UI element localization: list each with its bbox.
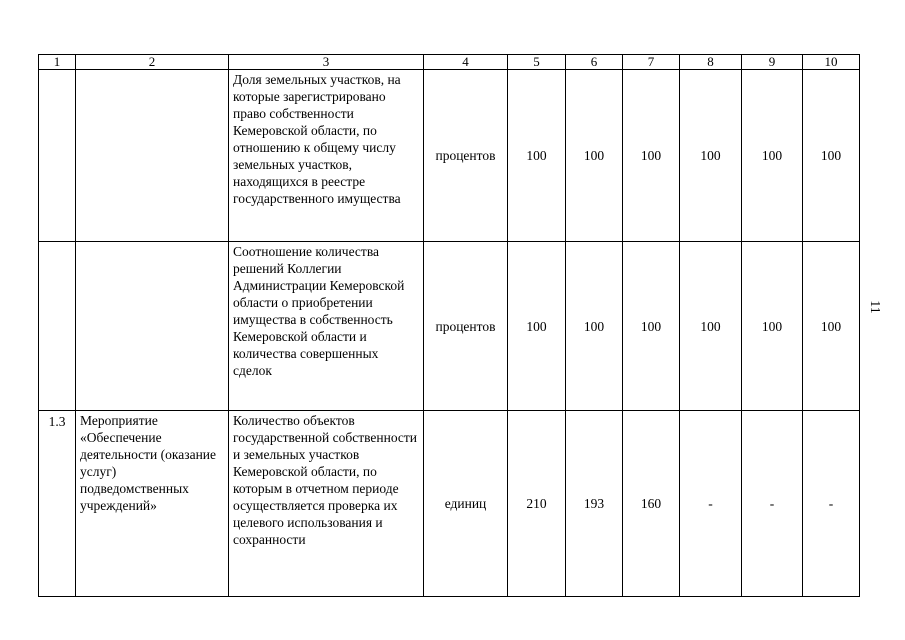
header-cell: 6 bbox=[566, 55, 623, 70]
value-cell: 210 bbox=[508, 411, 566, 597]
value-cell: 100 bbox=[680, 70, 742, 242]
header-cell: 8 bbox=[680, 55, 742, 70]
table-row bbox=[39, 411, 860, 597]
table-row bbox=[39, 242, 860, 411]
measure-cell bbox=[76, 242, 229, 411]
value-cell: 100 bbox=[566, 70, 623, 242]
table-row bbox=[39, 70, 860, 242]
value-cell: 100 bbox=[508, 242, 566, 411]
measure-cell bbox=[76, 70, 229, 242]
value-cell: 193 bbox=[566, 411, 623, 597]
header-cell: 7 bbox=[623, 55, 680, 70]
value-cell: 100 bbox=[623, 242, 680, 411]
value-cell: 100 bbox=[508, 70, 566, 242]
value-cell: 100 bbox=[623, 70, 680, 242]
value-cell: 100 bbox=[566, 242, 623, 411]
indicators-table bbox=[38, 54, 860, 597]
header-cell: 9 bbox=[742, 55, 803, 70]
value-cell: 100 bbox=[803, 70, 860, 242]
value-cell: - bbox=[680, 411, 742, 597]
header-cell: 2 bbox=[76, 55, 229, 70]
value-cell: 100 bbox=[680, 242, 742, 411]
row-number-cell: 1.3 bbox=[39, 411, 76, 597]
header-cell: 1 bbox=[39, 55, 76, 70]
unit-cell: процентов bbox=[424, 70, 508, 242]
value-cell: - bbox=[742, 411, 803, 597]
value-cell: 160 bbox=[623, 411, 680, 597]
indicator-cell: Доля земельных участков, на которые зарегистрировано право собственности Кемеровской области, по отношению к общему числу земельных участков, находящихся в реестре государственного имущества bbox=[229, 70, 424, 242]
header-cell: 5 bbox=[508, 55, 566, 70]
header-cell: 10 bbox=[803, 55, 860, 70]
unit-cell: единиц bbox=[424, 411, 508, 597]
page-number: 11 bbox=[867, 300, 882, 314]
measure-cell: Мероприятие «Обеспечение деятельности (оказание услуг) подведомственных учреждений» bbox=[76, 411, 229, 597]
indicator-cell: Соотношение количества решений Коллегии Администрации Кемеровской области о приобретении имущества в собственность Кемеровской области и количества совершенных сделок bbox=[229, 242, 424, 411]
row-number-cell bbox=[39, 70, 76, 242]
row-number-cell bbox=[39, 242, 76, 411]
header-cell: 4 bbox=[424, 55, 508, 70]
indicator-cell: Количество объектов государственной собственности и земельных участков Кемеровской области, по которым в отчетном периоде осуществляется проверка их целевого использования и сохранности bbox=[229, 411, 424, 597]
value-cell: 100 bbox=[742, 242, 803, 411]
header-cell: 3 bbox=[229, 55, 424, 70]
unit-cell: процентов bbox=[424, 242, 508, 411]
value-cell: - bbox=[803, 411, 860, 597]
value-cell: 100 bbox=[803, 242, 860, 411]
header-row bbox=[39, 55, 860, 70]
value-cell: 100 bbox=[742, 70, 803, 242]
